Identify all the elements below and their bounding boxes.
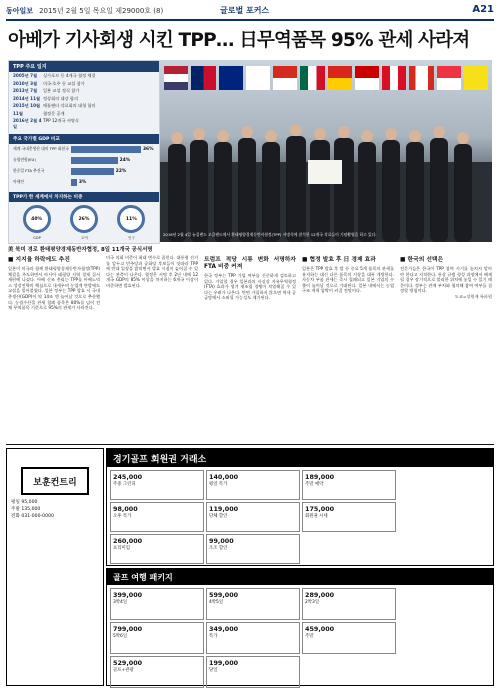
timeline-event: 미국·호주 등 교섭 참가 (43, 80, 85, 86)
gdp-bar (71, 179, 77, 186)
gdp-bar-row (9, 166, 159, 177)
article-columns (8, 255, 492, 439)
timeline-event: 협정문 공개 (43, 110, 65, 116)
timeline-row (9, 72, 159, 80)
golf-tour-price: 349,000 (209, 625, 239, 633)
golf-exchange-cell (110, 534, 204, 564)
infobox-title: TPP 주요 일지 (9, 61, 159, 72)
page-header (6, 4, 494, 18)
gdp-bar-label: 아세안 (13, 179, 25, 185)
timeline-row (9, 110, 159, 118)
gdp-bar-value: 22% (115, 169, 127, 174)
golf-exchange-desc: 단체 할인 (209, 514, 228, 519)
golf-tour-desc: 4박5일 (209, 600, 224, 605)
golf-club-rate: 평일 95,000 (11, 500, 38, 505)
golf-tour-cell (110, 588, 204, 620)
timeline-year: 2005년 7월 (13, 73, 38, 78)
share-circle: 11% (117, 205, 145, 233)
golf-tour-desc: 주말 (305, 634, 314, 639)
article-column (204, 255, 296, 439)
column-text: 전문가들은 한국이 TPP 참여 시기를 놓치지 말아야 한다고 지적한다. 통상 규범 형성 과정에서 배제될 경우 장기적으로 불리한 위치에 놓일 수 있기 때문이다. 정부는 관계 부처와 협의해 참여 여부를 결정할 방침이다. (400, 266, 492, 294)
share-circle: 26% (70, 205, 98, 233)
golf-exchange-desc: 주중 그린피 (113, 482, 136, 487)
article-column (302, 255, 394, 439)
golf-club-logo: 보훈컨트리 (21, 467, 89, 495)
timeline-year: 2010년 3월 (13, 80, 38, 86)
golf-tour-desc: 골프+관광 (113, 668, 134, 673)
share-circle: 40% (23, 205, 51, 233)
column-subhead: ■ 협정 발효 후 日 경제 효과 (302, 257, 376, 263)
share-circle-label: GDP (33, 236, 41, 240)
timeline-year: 2013년 7월 (13, 88, 38, 93)
timeline-event: 일본 교섭 정식 참가 (43, 88, 80, 93)
gdp-bar-value: 36% (143, 147, 154, 152)
timeline-row (9, 117, 159, 130)
golf-tour-grid (107, 585, 493, 691)
gdp-bar (71, 146, 141, 153)
golf-tour-cell (302, 588, 396, 620)
timeline-year: 2016년 2월 4일 (13, 118, 42, 129)
golf-tour-price: 399,000 (113, 591, 143, 599)
golf-exchange-price: 98,000 (113, 505, 138, 513)
golf-exchange-grid (107, 467, 493, 567)
share-circles (9, 202, 159, 236)
gdp-bar-value: 3% (78, 180, 87, 185)
timeline-row (9, 87, 159, 95)
gdp-bar-row (9, 144, 159, 155)
section-name: 글로벌 포커스 (220, 6, 270, 15)
golf-exchange-cell (206, 502, 300, 532)
golf-exchange-desc: 회원권 시세 (305, 514, 328, 519)
golf-tour-cell (110, 622, 204, 654)
golf-exchange-cell (110, 502, 204, 532)
golf-tour-price: 799,000 (113, 625, 143, 633)
golf-exchange-cell (206, 470, 300, 500)
gdp-bar-value: 24% (119, 158, 131, 163)
crowd-figures (160, 122, 492, 242)
golf-exchange-cell (302, 502, 396, 532)
golf-club-rate: 전화 031-000-0000 (11, 514, 54, 519)
golf-exchange-price: 245,000 (113, 473, 143, 481)
ad-divider (6, 444, 494, 445)
golf-exchange-desc: 주말 예약 (305, 482, 324, 487)
headline: 아베가 기사회생 시킨 TPP… 日무역품목 95% 관세 사라져 (8, 30, 470, 51)
newspaper-brand: 동아일보 (6, 7, 34, 15)
golf-exchange-desc: 프리미엄 (113, 546, 130, 551)
article-lede: 美 북미 경로 환태평양경제동반자협정, 8일 11개국 공식서명 (8, 247, 153, 253)
page-number: A21 (472, 4, 494, 15)
issue-date: 2015년 2월 5일 목요일 제29000호 (8) (39, 7, 164, 15)
golf-club-rate: 주말 135,000 (11, 507, 41, 512)
golf-tour-desc: 특가 (209, 634, 218, 639)
golf-exchange-title: 경기골프 회원권 거래소 (107, 449, 493, 467)
timeline-year: 2014년 11월 (13, 95, 41, 101)
share-subtitle: TPP가 한 세계에서 차지하는 비중 (9, 192, 159, 202)
article-column (400, 255, 492, 439)
golf-tour-desc: 당일 (209, 668, 218, 673)
golf-tour-title: 골프 여행 패키지 (107, 569, 493, 585)
golf-tour-desc: 5박6일 (113, 634, 128, 639)
golf-exchange-cell (302, 470, 396, 500)
gdp-bar-row (9, 155, 159, 166)
gdp-bar-label: 한중일 FTA 추진국 (13, 168, 45, 174)
timeline-event: TPP 12개국 서명식 (43, 118, 79, 123)
golf-tour-cell (302, 622, 396, 654)
timeline-event: 정상회의 대강 합의 (43, 95, 79, 101)
golf-exchange-cell (206, 534, 300, 564)
timeline-year: 2015년 10월 (13, 103, 41, 108)
golf-exchange-price: 99,000 (209, 537, 234, 545)
column-subhead: ■ 지지율 하락에도 추진 (8, 257, 70, 263)
share-circle-label: 인구 (127, 236, 135, 240)
golf-exchange-price: 140,000 (209, 473, 239, 481)
golf-club-rates (7, 495, 103, 524)
golf-exchange-cell (110, 470, 204, 500)
golf-exchange-price: 189,000 (305, 473, 335, 481)
golf-tour-cell (110, 656, 204, 688)
article-column (8, 255, 100, 439)
gdp-bar-label: 유럽연합(EU) (13, 157, 36, 163)
golf-exchange-desc: 오후 특가 (113, 514, 132, 519)
advertisement-section (6, 448, 494, 686)
golf-tour-price: 529,000 (113, 659, 143, 667)
golf-exchange-desc: 평일 특가 (209, 482, 228, 487)
signing-ceremony-photo (160, 60, 492, 242)
flags-row (164, 66, 488, 100)
column-text: 미국 의회 비준이 최대 변수로 꼽힌다. 대통령 선거를 앞두고 민주당과 공화당 후보들이 잇따라 TPP에 반대 입장을 밝히면서 발효 시점이 늦어질 수 있다는 관측이 나온다. 협정은 서명 후 2년 내에 12개국 GDP의 85% 이상을 차지하는 6개국 이상이 비준하면 발효된다. (106, 255, 198, 288)
timeline-infobox (8, 60, 160, 244)
golf-tour-ad (106, 568, 494, 686)
golf-tour-cell (206, 588, 300, 620)
timeline-row (9, 102, 159, 110)
timeline-row (9, 95, 159, 103)
photo-caption: 2016년 2월 4일 뉴질랜드 오클랜드에서 환태평양경제동반자협정(TPP) 서명식에 참석한 12개국 각료들이 기념촬영을 하고 있다. (163, 232, 377, 237)
timeline-event: 애틀랜타 각료회의 대형 합의 (43, 103, 96, 108)
column-text: 한국 정부는 TPP 가입 여부를 신중하게 검토하고 있다. 가입할 경우 일본과의 사실상 자유무역협정(FTA) 효과가 생겨 제조업 경쟁이 치열해질 수 있다는 우려가 나온다. 반면 가입하지 않으면 역내 공급망에서 소외될 가능성도 제기된다. (204, 273, 296, 301)
golf-exchange-price: 175,000 (305, 505, 335, 513)
gdp-bar-label: 세계 국내총생산 대비 TPP 회원국 (13, 146, 69, 152)
column-text: 일본은 TPP 발효 후 쌀 등 중요 5개 품목의 관세를 유지하는 대신 다른 품목의 시장을 대폭 개방한다. 자동차 부품 관세는 즉시 철폐되고 일본 기업의 수출이 늘어날 것으로 기대된다. 일본 내에서는 농업 구조 개혁 압박이 커질 전망이다. (302, 266, 394, 294)
article-column (106, 255, 198, 439)
golf-club-ad (6, 448, 104, 686)
column-subhead: ■ 한국의 선택은 (400, 257, 444, 263)
share-circle-labels (9, 236, 159, 241)
golf-tour-cell (206, 622, 300, 654)
timeline-row (9, 80, 159, 88)
golf-tour-price: 199,000 (209, 659, 239, 667)
gdp-bar-row (9, 177, 159, 188)
header-rule (6, 19, 494, 21)
golf-tour-desc: 2박3일 (305, 600, 320, 605)
gdp-subtitle: 주요 국가별 GDP 비교 (9, 134, 159, 144)
timeline-list (9, 72, 159, 130)
golf-tour-cell (206, 656, 300, 688)
golf-tour-price: 289,000 (305, 591, 335, 599)
golf-exchange-price: 260,000 (113, 537, 143, 545)
article-byline: 도쿄=장원재 특파원 (454, 293, 492, 299)
share-circle-label: 교역 (80, 236, 88, 240)
gdp-bar (71, 168, 114, 175)
golf-tour-price: 599,000 (209, 591, 239, 599)
timeline-event: 싱가포르 등 4개국 협정 체결 (43, 73, 96, 78)
golf-tour-desc: 3박4일 (113, 600, 128, 605)
golf-exchange-desc: 조조 할인 (209, 546, 228, 551)
golf-exchange-price: 119,000 (209, 505, 239, 513)
column-text: 일본이 미국과 함께 환태평양경제동반자협정(TPP) 체결을 주도하면서 아시아 태평양 지역 경제 질서 재편에 나섰다. 아베 신조 총리는 TPP를 아베노믹스 성장전략의 핵심으로 내세우며 농업계 반발에도 교섭을 밀어붙였다. 일본 정부는 TPP 발효 시 국내총생산(GDP)이 약 14조 엔 늘어날 것으로 추산했다. 농림수산물 관세 철폐 품목은 80%를 넘어 전체 무역품목 기준으로 95%의 관세가 사라진다. (8, 266, 100, 311)
golf-exchange-ad (106, 448, 494, 566)
article-body (8, 246, 492, 446)
golf-tour-price: 459,000 (305, 625, 335, 633)
column-subhead: 트럼프 적당 시류 변화 서명하자 FTA 비중 커져 (204, 257, 296, 270)
gdp-bar (71, 157, 118, 164)
gdp-bar-list (9, 144, 159, 188)
timeline-year: 11월 (13, 110, 23, 116)
